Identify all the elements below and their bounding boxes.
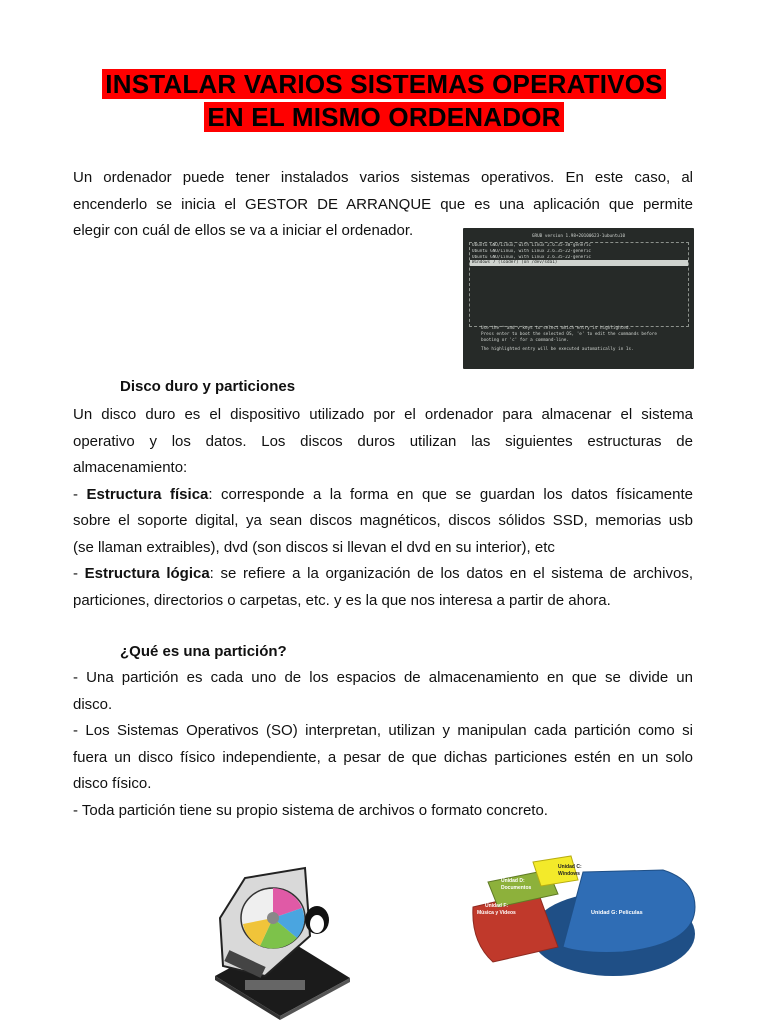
dash: - xyxy=(73,565,85,582)
estructura-fisica-label: Estructura física xyxy=(86,485,209,503)
disco-line: almacenamiento: xyxy=(73,459,188,476)
logica-line xyxy=(73,561,693,588)
grub-entry: Ubuntu GNU/Linux, with Linux 2.6.35-22-generic xyxy=(472,248,591,254)
grub-header: GRUB version 1.98+20100623-1ubuntu10 xyxy=(531,234,626,239)
grub-entry-selected: Windows 7 (loader) (on /dev/sda1) xyxy=(470,260,688,266)
section-heading-disco: Disco duro y particiones xyxy=(120,378,296,395)
particion-line: fuera un disco físico independiente, a pesar de que dichas particiones estén en un solo xyxy=(73,748,693,766)
pie-label-d-title: Unidad D: xyxy=(501,878,525,884)
grub-help-line: booting or 'c' for a command-line. xyxy=(481,338,569,343)
particion-paragraph xyxy=(73,665,693,824)
pie-label-d-sub: Documentos xyxy=(501,885,532,891)
grub-entry: Ubuntu GNU/Linux, with Linux 2.6.35-30-generic xyxy=(472,243,591,248)
intro-line: elegir con cuál de ellos se va a iniciar el ordenador. xyxy=(73,222,414,239)
disco-line: Un disco duro es el dispositivo utilizado por el ordenador para almacenar el sistema xyxy=(73,406,693,423)
title-line-2: EN EL MISMO ORDENADOR xyxy=(204,102,563,132)
particion-line: - Una partición es cada uno de los espacios de almacenamiento en que se divide un xyxy=(73,669,693,686)
particion-line: - Toda partición tiene su propio sistema de archivos o formato concreto. xyxy=(73,801,548,819)
logica-text: : se refiere a la organización de los datos en el sistema de archivos, xyxy=(209,565,693,582)
grub-entry: Ubuntu GNU/Linux, with Linux 2.6.35-22-generic xyxy=(472,254,591,260)
disco-line: operativo y los datos. Los discos duros utilizan las siguientes estructuras de xyxy=(73,432,693,450)
dash: - xyxy=(73,485,87,503)
grub-help-text xyxy=(481,326,686,353)
title-line-1: INSTALAR VARIOS SISTEMAS OPERATIVOS xyxy=(102,69,665,99)
fisica-line: sobre el soporte digital, ya sean discos magnéticos, discos sólidos SSD, memorias usb xyxy=(73,512,693,529)
grub-boot-screenshot xyxy=(463,228,694,369)
intro-line: encenderlo se inicia el GESTOR DE ARRANQUE que es una aplicación que permite xyxy=(73,195,693,213)
pie-label-g-title: Unidad G: Peliculas xyxy=(591,910,643,916)
pie-label-c-sub: Windows xyxy=(558,871,580,877)
hard-disk-illustration xyxy=(205,858,355,1020)
grub-help-line: Press enter to boot the selected OS, 'e' to edit the commands before xyxy=(481,332,657,337)
hdd-connector xyxy=(245,980,305,990)
page-title xyxy=(0,68,768,134)
grub-help-line: Use the ^ and v keys to select which entry is highlighted. xyxy=(481,326,632,331)
disco-paragraph xyxy=(73,402,693,614)
pie-label-c-title: Unidad C: xyxy=(558,864,582,870)
platter-spindle xyxy=(267,912,279,924)
particion-line: disco físico. xyxy=(73,775,152,792)
linux-logo-belly xyxy=(310,915,324,933)
fisica-text: : corresponde a la forma en que se guardan los datos físicamente xyxy=(208,485,693,503)
grub-help-line: The highlighted entry will be executed automatically in 1s. xyxy=(481,347,634,352)
partition-pie-illustration xyxy=(463,852,706,987)
particion-line: disco. xyxy=(73,695,113,713)
intro-line: Un ordenador puede tener instalados varios sistemas operativos. En este caso, al xyxy=(73,169,693,186)
pie-label-f-title: Unidad F: xyxy=(485,903,509,909)
section-heading-particion: ¿Qué es una partición? xyxy=(120,643,287,660)
estructura-logica-label: Estructura lógica xyxy=(84,565,210,582)
grub-menu-box xyxy=(469,242,689,327)
fisica-line: (se llaman extraibles), dvd (son discos si llevan el dvd en su interior), etc xyxy=(73,538,555,556)
logica-line: particiones, directorios o carpetas, etc. y es la que nos interesa a partir de ahora. xyxy=(73,591,611,609)
fisica-line xyxy=(73,482,693,509)
pie-label-f-sub: Música y Videos xyxy=(477,910,516,916)
particion-line: - Los Sistemas Operativos (SO) interpretan, utilizan y manipulan cada partición como si xyxy=(73,722,693,739)
